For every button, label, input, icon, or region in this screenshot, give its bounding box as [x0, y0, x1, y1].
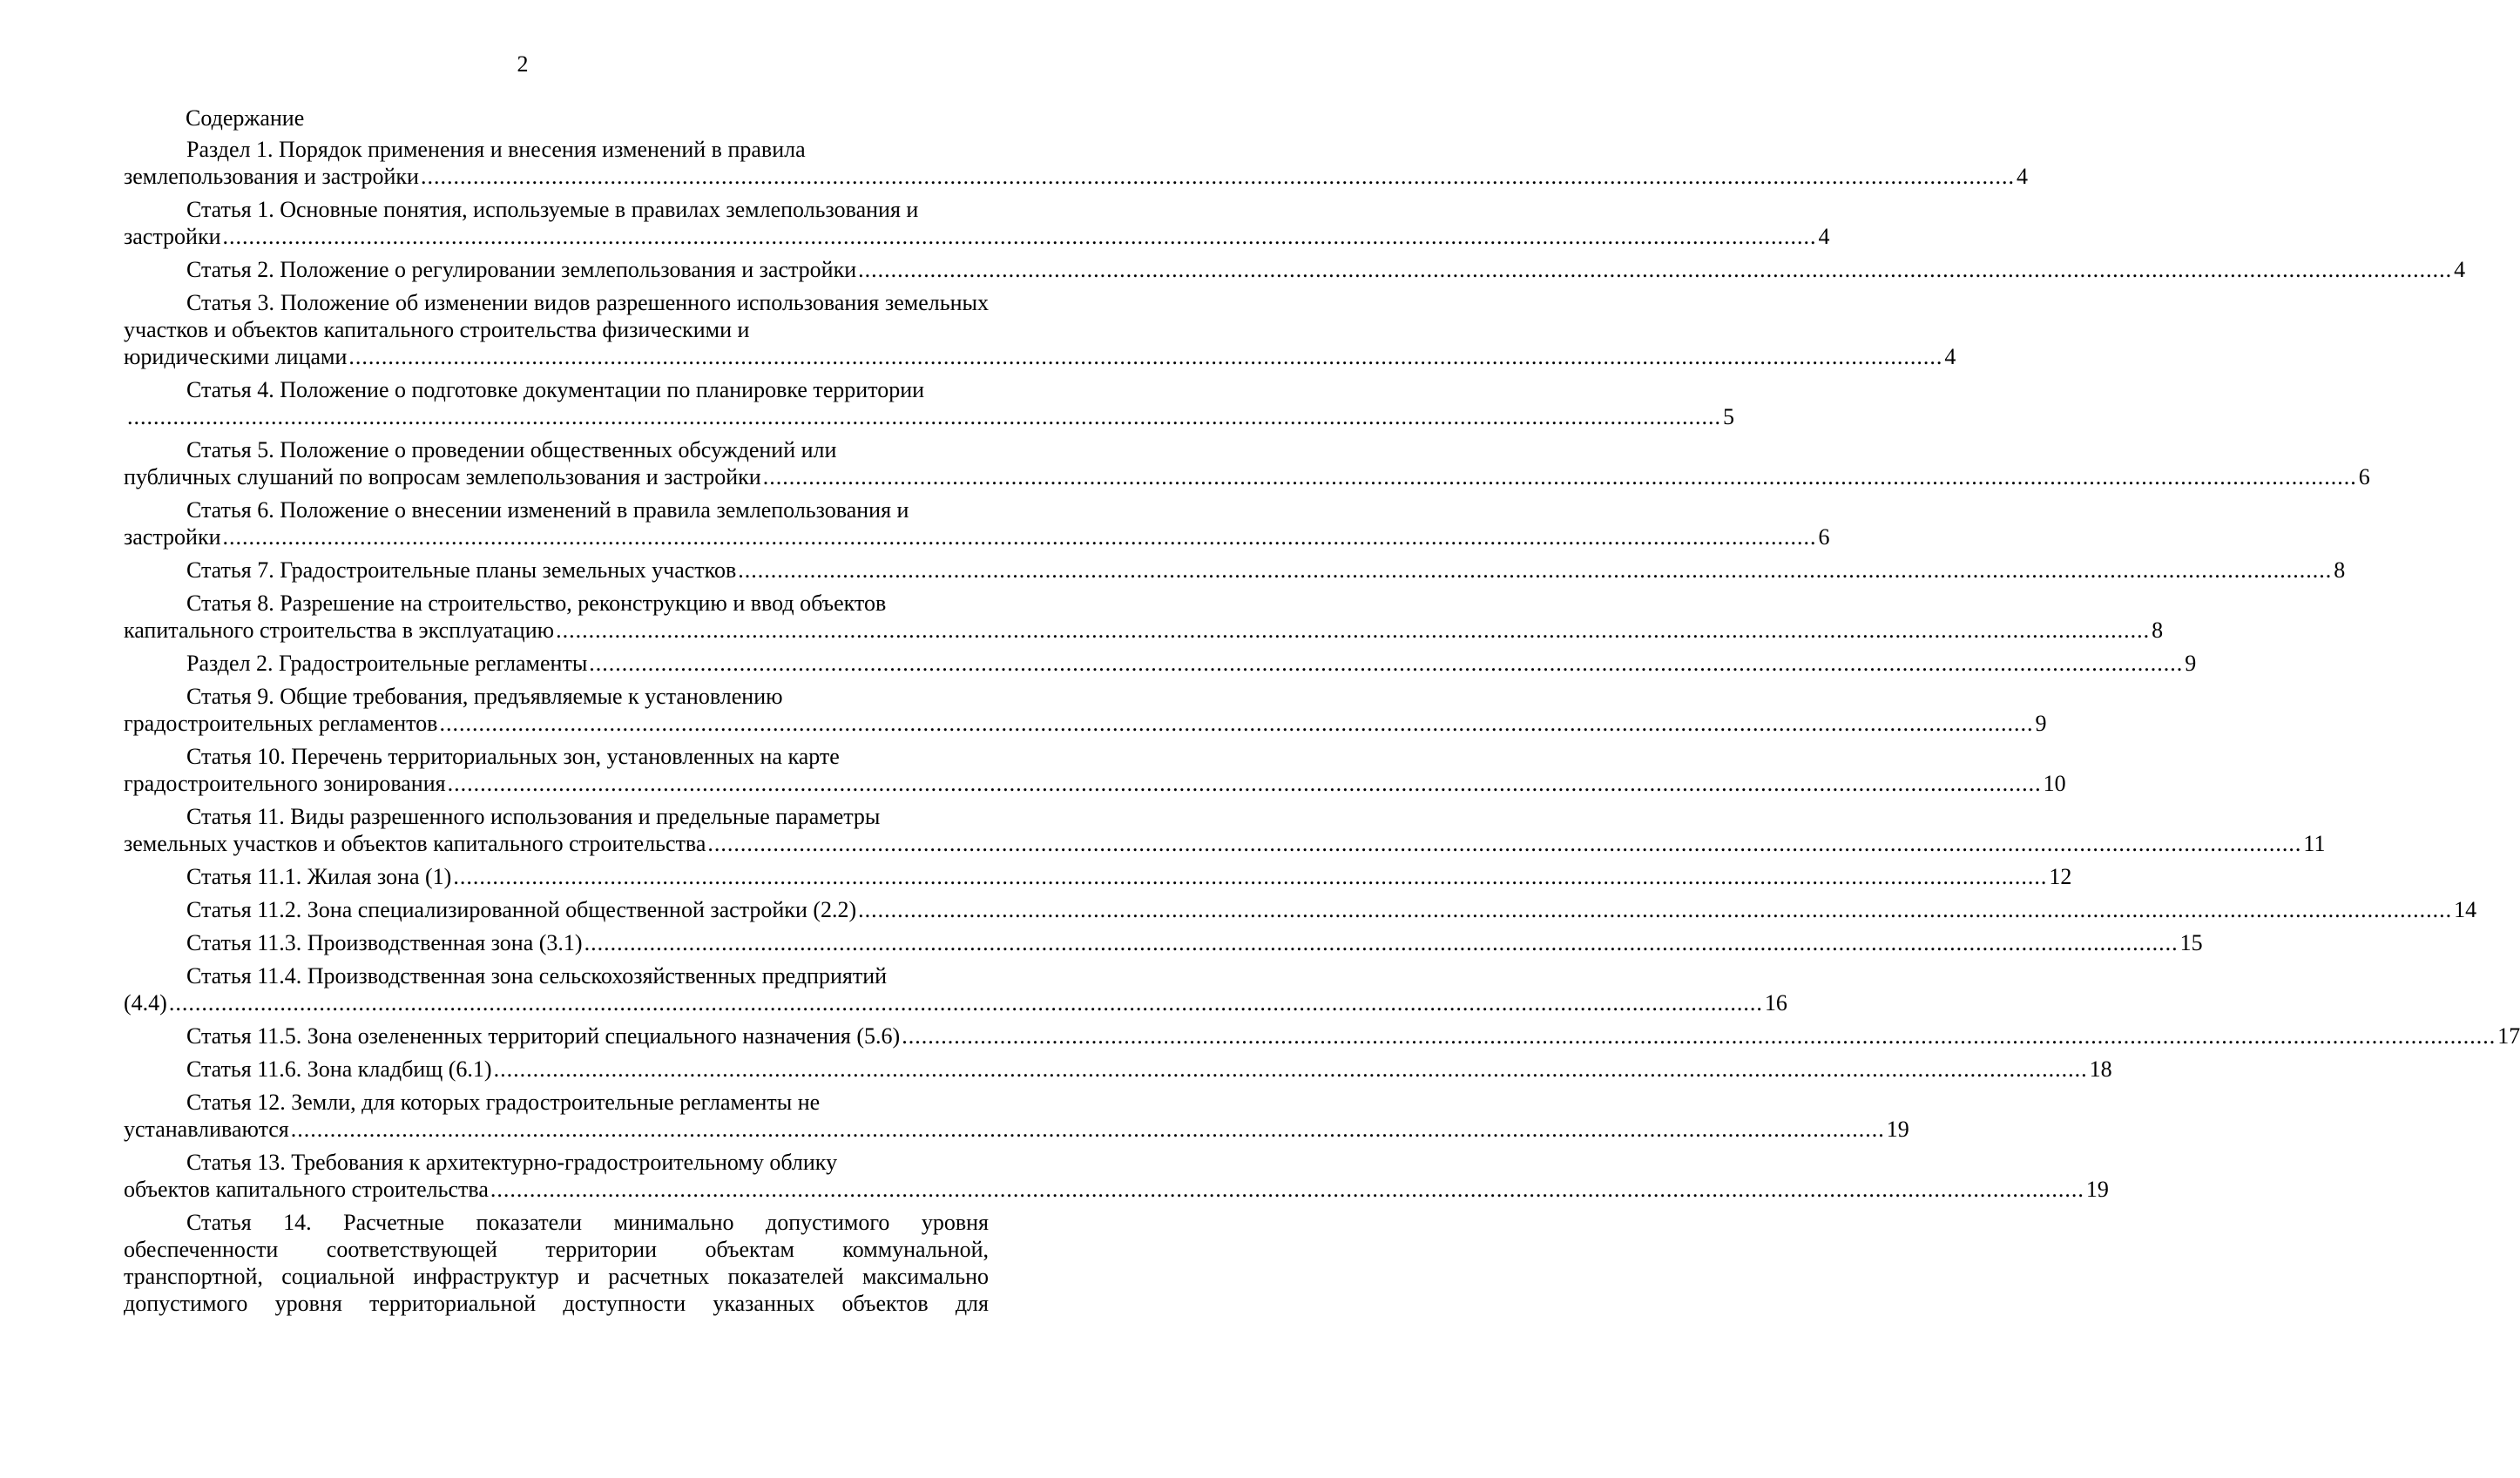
toc-entry-tail: объектов капитального строительства: [124, 1177, 489, 1202]
dot-leader: [858, 896, 2452, 923]
toc-entry[interactable]: [124, 743, 2066, 797]
toc-entry[interactable]: [124, 256, 2466, 283]
toc-entry[interactable]: [124, 590, 2164, 644]
toc-entry-tail: капитального строительства в эксплуатацию: [124, 618, 555, 643]
toc-entry-line: [124, 830, 2326, 857]
toc-entry-line: [124, 256, 2466, 283]
toc-entry[interactable]: [124, 962, 1787, 1016]
toc-entry-line: [124, 1176, 2109, 1203]
toc-entry-page: 4: [2454, 257, 2466, 282]
dot-leader: [902, 1022, 2496, 1049]
toc-entry-line: [124, 896, 2477, 923]
toc-entry-line: [124, 523, 1830, 550]
dot-leader: [589, 650, 2183, 677]
toc-entry-line: [124, 403, 1734, 430]
dot-leader: [223, 523, 1817, 550]
page-number: 2: [517, 51, 529, 77]
dot-leader: [584, 929, 2179, 956]
toc-entry-lead: Статья 12. Земли, для которых градостроительные регламенты не: [186, 1090, 821, 1115]
toc-entry-line: [124, 617, 2164, 644]
toc-entry-line: [124, 929, 2203, 956]
toc-entry-page: 16: [1764, 990, 1787, 1016]
toc-entry-tail: землепользования и застройки: [124, 164, 419, 189]
dot-leader: [169, 989, 1763, 1016]
toc-entry-lead: Статья 10. Перечень территориальных зон, установленных на карте: [186, 744, 840, 769]
toc-entry-page: 14: [2454, 897, 2477, 922]
toc-entry-line: [124, 163, 2028, 190]
toc-entry[interactable]: [124, 557, 2346, 584]
toc-entry-line: [124, 989, 1787, 1016]
toc-entry-lead: Статья 11.4. Производственная зона сельскохозяйственных предприятий: [186, 963, 888, 989]
toc-entry-tail: Статья 2. Положение о регулировании землепользования и застройки: [186, 257, 857, 282]
toc-entry-tail: Статья 11.5. Зона озелененных территорий специального назначения (5.6): [186, 1023, 901, 1049]
toc-entry-page: 12: [2049, 864, 2072, 889]
toc-entry[interactable]: [124, 436, 2370, 490]
toc-entry-lead: Статья 11. Виды разрешенного использования и предельные параметры: [186, 804, 881, 829]
toc-entry-page: 4: [1818, 224, 1830, 249]
table-of-contents: [124, 136, 2520, 1323]
toc-entry-lead: Статья 1. Основные понятия, используемые в правилах землепользования и: [186, 197, 919, 222]
dot-leader: [556, 617, 2150, 644]
toc-entry-line: обеспеченности соответствующей территории объектам коммунальной,: [124, 1237, 989, 1262]
toc-entry-page: 9: [2185, 651, 2197, 676]
toc-entry[interactable]: [124, 496, 1830, 550]
dot-leader: [439, 710, 2033, 737]
toc-entry-line: [124, 343, 1956, 370]
toc-entry-line: [124, 650, 2197, 677]
toc-title: Содержание: [186, 105, 305, 131]
toc-entry-line: [124, 463, 2370, 490]
toc-entry-tail: публичных слушаний по вопросам землепользования и застройки: [124, 464, 761, 489]
toc-entry-tail: застройки: [124, 224, 221, 249]
toc-entry-tail: застройки: [124, 524, 221, 550]
toc-entry-lead: Статья 8. Разрешение на строительство, реконструкцию и ввод объектов: [186, 591, 887, 616]
toc-entry-line: [124, 557, 2346, 584]
dot-leader: [738, 557, 2332, 584]
dot-leader: [127, 403, 1721, 430]
toc-entry-line: [124, 710, 2047, 737]
toc-entry-page: 19: [2085, 1177, 2109, 1202]
toc-entry-line: Статья 14. Расчетные показатели минимально допустимого уровня: [186, 1210, 989, 1235]
toc-entry-lead: Статья 9. Общие требования, предъявляемые к установлению: [186, 684, 783, 709]
toc-entry-line: [124, 1022, 2520, 1049]
toc-entry-page: 5: [1723, 404, 1734, 429]
toc-entry-page: 15: [2179, 930, 2203, 955]
dot-leader: [707, 830, 2301, 857]
toc-entry-page: 11: [2303, 831, 2326, 856]
toc-entry-page: 18: [2089, 1056, 2112, 1082]
toc-entry[interactable]: [124, 289, 1956, 370]
toc-entry[interactable]: [124, 929, 2203, 956]
toc-entry-page: 4: [1944, 344, 1956, 369]
toc-entry-lead: Статья 6. Положение о внесении изменений в правила землепользования и: [186, 497, 909, 523]
dot-leader: [291, 1116, 1885, 1143]
toc-entry-tail: Статья 11.3. Производственная зона (3.1): [186, 930, 583, 955]
toc-entry[interactable]: [124, 1022, 2520, 1049]
toc-entry-line: допустимого уровня территориальной доступности указанных объектов для: [124, 1291, 989, 1316]
toc-entry-line: [124, 770, 2066, 797]
toc-entry-tail: градостроительного зонирования: [124, 771, 446, 796]
toc-entry-page: 9: [2035, 711, 2047, 736]
toc-entry-page: 10: [2043, 771, 2066, 796]
toc-entry-tail: Статья 7. Градостроительные планы земельных участков: [186, 557, 737, 583]
toc-entry[interactable]: [124, 376, 1734, 430]
toc-entry-page: 4: [2016, 164, 2028, 189]
toc-entry-lead: Статья 13. Требования к архитектурно-градостроительному облику: [186, 1150, 838, 1175]
toc-entry-page: 8: [2152, 618, 2164, 643]
toc-entry[interactable]: [124, 683, 2047, 737]
dot-leader: [348, 343, 1942, 370]
dot-leader: [421, 163, 2015, 190]
toc-entry-lead: Раздел 1. Порядок применения и внесения изменений в правила: [186, 137, 806, 162]
toc-entry-line: [124, 1116, 1909, 1143]
toc-entry[interactable]: [124, 1149, 2109, 1203]
toc-entry-page: 6: [1818, 524, 1830, 550]
dot-leader: [453, 863, 2047, 890]
toc-entry-tail: (4.4): [124, 990, 167, 1016]
toc-entry-lead: Статья 4. Положение о подготовке документации по планировке территории: [186, 377, 925, 402]
toc-entry-tail: земельных участков и объектов капитального строительства: [124, 831, 706, 856]
toc-entry-tail: юридическими лицами: [124, 344, 348, 369]
toc-entry-tail: Раздел 2. Градостроительные регламенты: [186, 651, 588, 676]
toc-entry[interactable]: [124, 1056, 2112, 1083]
dot-leader: [223, 223, 1817, 250]
dot-leader: [494, 1056, 2088, 1083]
toc-entry-tail: Статья 11.1. Жилая зона (1): [186, 864, 452, 889]
toc-entry-tail: градостроительных регламентов: [124, 711, 438, 736]
toc-entry-line: [124, 863, 2072, 890]
toc-entry-page: 8: [2334, 557, 2346, 583]
toc-entry-continued[interactable]: [124, 1209, 989, 1317]
toc-entry-lead: Статья 5. Положение о проведении общественных обсуждений или: [186, 437, 837, 462]
toc-entry-line: [124, 223, 1830, 250]
dot-leader: [490, 1176, 2084, 1203]
toc-entry[interactable]: [124, 136, 2028, 190]
toc-entry-line: транспортной, социальной инфраструктур и расчетных показателей максимально: [124, 1264, 989, 1289]
toc-entry-tail: устанавливаются: [124, 1117, 289, 1142]
toc-entry[interactable]: [124, 896, 2477, 923]
dot-leader: [448, 770, 2042, 797]
toc-entry[interactable]: [124, 803, 2326, 857]
toc-entry-page: 6: [2358, 464, 2370, 489]
toc-entry-tail: Статья 11.6. Зона кладбищ (6.1): [186, 1056, 492, 1082]
toc-entry[interactable]: [124, 196, 1830, 250]
toc-entry[interactable]: [124, 650, 2197, 677]
toc-entry-tail: Статья 11.2. Зона специализированной общественной застройки (2.2): [186, 897, 857, 922]
toc-entry-line: [124, 1056, 2112, 1083]
dot-leader: [763, 463, 2357, 490]
toc-entry[interactable]: [124, 1089, 1909, 1143]
dot-leader: [858, 256, 2452, 283]
toc-entry-page: 19: [1886, 1117, 1909, 1142]
toc-entry[interactable]: [124, 863, 2072, 890]
toc-entry-lead: Статья 3. Положение об изменении видов разрешенного использования земельных участков и объектов капитального строительства физическими и: [124, 290, 989, 342]
toc-entry-page: 17: [2497, 1023, 2520, 1049]
